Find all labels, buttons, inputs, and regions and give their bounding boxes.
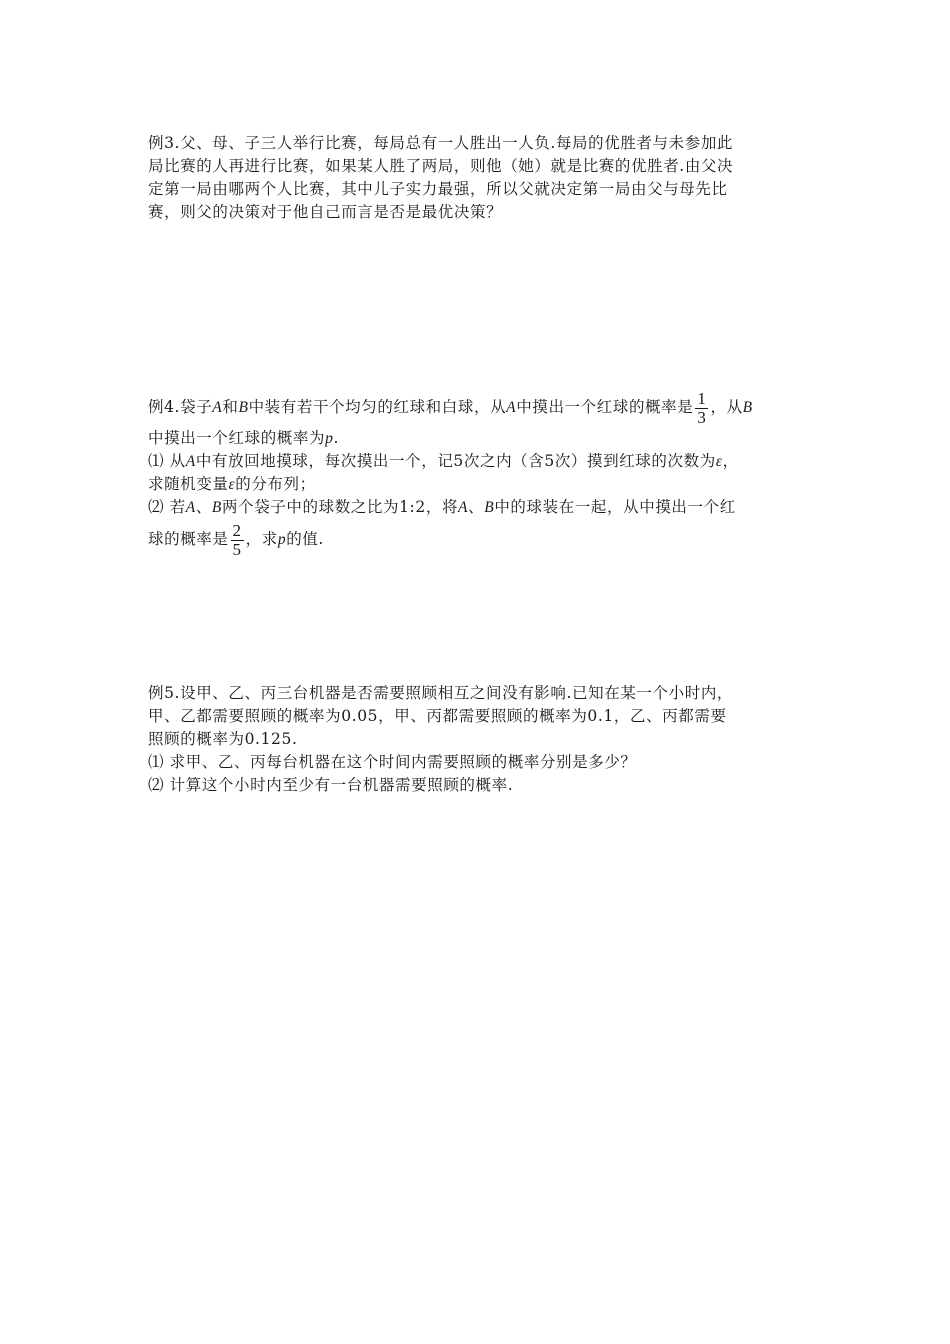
example-4-line-2: [148, 428, 339, 449]
variable-xi: ε: [715, 453, 723, 470]
example-3-line-1: 例3.父、母、子三人举行比赛，每局总有一人胜出一人负.每局的优胜者与未参加此: [148, 134, 734, 152]
variable-B: B: [211, 499, 222, 516]
fraction-numerator: 1: [697, 388, 707, 408]
text: 中摸出一个红球的概率是: [516, 398, 694, 416]
text: 、: [195, 498, 212, 516]
variable-B: B: [484, 499, 495, 516]
text: 例4.袋子: [148, 398, 213, 416]
text: ⑵ 若: [148, 498, 186, 516]
text: 中装有若干个均匀的红球和白球，从: [248, 398, 507, 416]
text: 中有放回地摸球，每次摸出一个，记5次之内（含5次）摸到红球的次数为: [195, 452, 716, 470]
variable-A: A: [506, 399, 517, 416]
text: 中摸出一个红球的概率为: [148, 429, 326, 447]
example-3-line-3: 定第一局由哪两个人比赛，其中儿子实力最强，所以父就决定第一局由父与母先比: [148, 180, 728, 198]
text: 求随机变量: [148, 475, 229, 493]
fraction-one-third: [695, 390, 708, 427]
variable-A: A: [212, 399, 223, 416]
example-5-line-1: 例5.设甲、乙、丙三台机器是否需要照顾相互之间没有影响.已知在某一个小时内，: [148, 684, 734, 702]
text: .: [333, 429, 339, 447]
example-4-part-2-line-1: [148, 497, 736, 518]
fraction-denominator: 3: [697, 407, 707, 427]
example-4-part-1-line-2: [148, 474, 316, 495]
example-5-line-2: 甲、乙都需要照顾的概率为0.05，甲、丙都需要照顾的概率为0.1，乙、丙都需要: [148, 707, 727, 725]
text: 两个袋子中的球数之比为1:2，将: [222, 498, 459, 516]
example-5-line-3: 照顾的概率为0.125.: [148, 730, 298, 748]
text: 的值.: [286, 530, 324, 548]
variable-A: A: [185, 499, 196, 516]
text: ，: [722, 452, 739, 470]
variable-p: p: [277, 531, 287, 548]
text: 、: [468, 498, 485, 516]
text: ⑴ 从: [148, 452, 186, 470]
variable-p: p: [325, 430, 334, 447]
text: ，求: [245, 530, 278, 548]
fraction-numerator: 2: [232, 520, 242, 540]
example-3-line-4: 赛，则父的决策对于他自己而言是否是最优决策？: [148, 203, 503, 221]
text: 中的球装在一起，从中摸出一个红: [494, 498, 736, 516]
variable-B: B: [238, 399, 249, 416]
fraction-two-fifths: [231, 522, 244, 559]
example-4-line-1: [148, 388, 753, 427]
text: 的分布列；: [235, 475, 316, 493]
example-4-part-2-line-2: [148, 520, 324, 559]
fraction-denominator: 5: [232, 539, 242, 559]
example-5-part-1: ⑴ 求甲、乙、丙每台机器在这个时间内需要照顾的概率分别是多少？: [148, 753, 637, 771]
text: ，从: [710, 398, 743, 416]
variable-A: A: [185, 453, 196, 470]
variable-xi: ε: [228, 476, 236, 493]
example-4-part-1-line-1: [148, 451, 739, 472]
text: 球的概率是: [148, 530, 229, 548]
text: 和: [222, 398, 239, 416]
example-3-line-2: 局比赛的人再进行比赛，如果某人胜了两局，则他（她）就是比赛的优胜者.由父决: [148, 157, 734, 175]
example-5-part-2: ⑵ 计算这个小时内至少有一台机器需要照顾的概率.: [148, 776, 514, 794]
variable-A: A: [458, 499, 469, 516]
variable-B: B: [742, 399, 753, 416]
